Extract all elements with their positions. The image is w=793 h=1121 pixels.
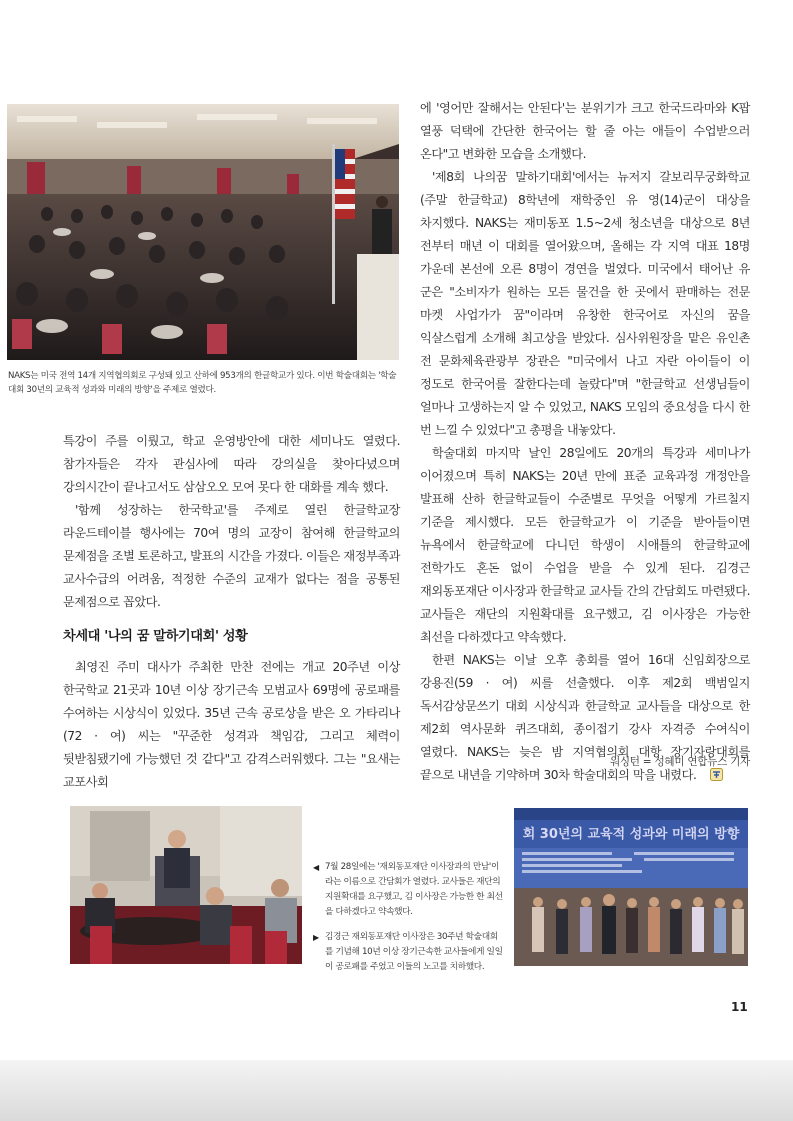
right-arrow-icon: ▶ [313,933,319,942]
conference-hall-photo [7,104,399,360]
right-paragraph-3: 학술대회 마지막 날인 28일에도 20개의 특강과 세미나가 이어졌으며 특히 NAKS는 20년 만에 표준 교육과정 개정안을 발표해 산하 한글학교들이 수준별로 무엇을 어떻게 가르칠지 기준을 제시했다. 모든 한글학교가 이 기준을 받아들이면 뉴욕에서 한글학교에 다니던 학생이 시애틀의 한글학교에 전학가도 혼돈 없이 수업을 받을 수 있게 된다. 김경근 재외동포재단 이사장과 한글학교 교사들 간의 간담회도 마련됐다. 교사들은 재단의 지원확대를 요구했고, 김 이사장은 가능한 최선을 다하겠다고 약속했다. [420,446,750,644]
side-caption-right [313,930,505,975]
left-paragraph-2: '함께 성장하는 한국학교'를 주제로 열린 한글학교장 라운드테이블 행사에는 70여 명의 교장이 참여해 한글학교의 문제점을 조별 토론하고, 발표의 시간을 가졌다. 이들은 재정부족과 교사수급의 어려움, 적정한 수준의 교재가 없다는 점을 공통된 문제점으로 꼽았다. [63,503,400,609]
scan-footer-band [0,1060,793,1121]
banner-text: 회 30년의 교육적 성과와 미래의 방향 [522,827,740,842]
side-caption-left-text: 7월 28일에는 '재외동포재단 이사장과의 만남'이라는 이름으로 간담회가 열렸다. 교사들은 재단의 지원확대를 요구했고, 김 이사장은 가능한 한 최선을 다하겠다고 약속했다. [325,862,503,917]
right-column [420,97,750,787]
left-paragraph-1: 특강이 주를 이뤘고, 학교 운영방안에 대한 세미나도 열렸다. 참가자들은 각자 관심사에 따라 강의실을 찾아다녔으며 강의시간이 끝나고서도 삼삼오오 모여 못다 한 대화를 계속 했다. [63,434,400,494]
right-paragraph-1: 에 '영어만 잘해서는 안된다'는 분위기가 크고 한국드라마와 K팝 열풍 덕택에 간단한 한국어는 할 줄 아는 애들이 수업받으러 온다"고 변화한 모습을 소개했다. [420,101,750,161]
right-paragraph-2: '제8회 나의꿈 말하기대회'에서는 뉴저지 갈보리무궁화학교(주말 한글학교) 8학년에 재학중인 유 영(14)군이 대상을 차지했다. NAKS는 재미동포 1.5~2세 청소년을 대상으로 8년 전부터 매년 이 대회를 열어왔으며, 올해는 각 지역 대표 18명 가운데 본선에 오른 8명이 경연을 벌였다. 미국에서 태어난 유 군은 "소비자가 원하는 모든 물건을 한 곳에서 판매하는 전문 마켓 사업가가 꿈"이라며 유창한 한국어로 자신의 꿈을 익살스럽게 소개해 최고상을 받았다. 심사위원장을 맡은 유인촌 전 문화체육관광부 장관은 "미국에서 나고 자란 아이들이 이 정도로 한국어를 잘한다는데 놀랐다"며 "한글학교 선생님들이 얼마나 고생하는지 알 수 있었고, NAKS 모임의 중요성을 다시 한 번 느낄 수 있었다"고 총평을 내놓았다. [420,170,750,437]
award-ceremony-photo [514,808,748,966]
right-paragraph-4-text: 한편 NAKS는 이날 오후 총회를 열어 16대 신임회장으로 강용진(59 · 여) 씨를 선출했다. 이후 제2회 백범일지 독서감상문쓰기 대회 시상식과 한글학교 교사들을 대상으로 한 제2회 역사문화 퀴즈대회, 종이접기 강사 자격증 수여식이 열렸다. NAKS는 늦은 밤 지역협의회 대항 장기자랑대회를 끝으로 내년을 기약하며 30차 학술대회의 막을 내렸다. [420,653,750,782]
section-heading: 차세대 '나의 꿈 말하기대회' 성황 [63,629,248,644]
page-number: 11 [731,1000,748,1014]
byline: 워싱턴 = 성혜미 연합뉴스 기자 [609,756,750,768]
side-captions [313,860,505,985]
left-paragraph-3: 최영진 주미 대사가 주최한 만찬 전에는 개교 20주년 이상 한국학교 21곳과 10년 이상 장기근속 모범교사 69명에 공로패를 수여하는 시상식이 있었다. 35년 근속 공로상을 받은 오 가타리나(72 · 여) 씨는 "꾸준한 성격과 책임감, 그리고 체력이 뒷받침됐기에 가능했던 것 같다"고 감격스러워했다. 그는 "요새는 교포사회 [63,660,400,789]
left-arrow-icon: ◀ [313,863,319,872]
side-caption-left [313,860,505,920]
left-column [63,430,400,794]
side-caption-right-text: 김경근 재외동포재단 이사장은 30주년 학술대회를 기념해 10년 이상 장기근속한 교사들에게 일일이 공로패를 주었고 이들의 노고를 치하했다. [325,932,503,972]
meeting-photo [70,806,302,964]
top-photo-caption: NAKS는 미국 전역 14개 지역협의회로 구성돼 있고 산하에 953개의 한글학교가 있다. 이번 학술대회는 '학술대회 30년의 교육적 성과와 미래의 방향'을 주제로 열렸다. [8,371,397,395]
